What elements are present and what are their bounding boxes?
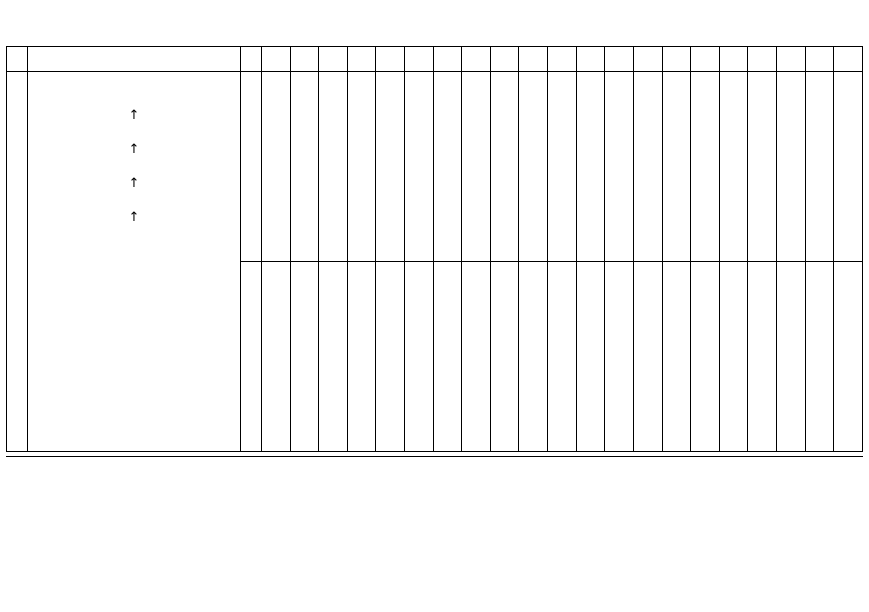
via-stop — [28, 158, 240, 176]
departure-cell — [576, 72, 605, 262]
hour-header — [834, 47, 863, 72]
hour-header — [490, 47, 519, 72]
departure-cell — [719, 72, 748, 262]
departure-cell — [805, 72, 834, 262]
departure-cell — [776, 72, 805, 262]
hour-header — [262, 47, 291, 72]
route-arrow-icon: ↑ — [128, 176, 140, 191]
hour-header — [719, 47, 748, 72]
departure-cell — [462, 262, 491, 452]
departure-cell — [776, 262, 805, 452]
departure-cell — [405, 72, 434, 262]
route-arrow-icon: ↑ — [128, 108, 140, 123]
departure-cell — [290, 72, 319, 262]
hour-header — [605, 47, 634, 72]
departure-cell — [576, 262, 605, 452]
departure-cell — [605, 72, 634, 262]
departure-cell — [490, 72, 519, 262]
destination-name — [28, 72, 240, 98]
hour-header — [776, 47, 805, 72]
hour-header — [405, 47, 434, 72]
departure-cell — [262, 72, 291, 262]
hour-header — [748, 47, 777, 72]
departure-cell — [519, 72, 548, 262]
hour-header — [662, 47, 691, 72]
departure-cell — [834, 262, 863, 452]
via-stop — [28, 226, 240, 244]
departure-cell — [405, 262, 434, 452]
hour-header — [548, 47, 577, 72]
departure-cell — [433, 262, 462, 452]
departure-cell — [748, 262, 777, 452]
day-type-header — [241, 47, 262, 72]
holiday-note — [6, 456, 863, 476]
timetable-grid — [6, 46, 863, 452]
departure-cell — [633, 72, 662, 262]
departure-cell — [462, 72, 491, 262]
departure-cell — [834, 72, 863, 262]
hour-header — [290, 47, 319, 72]
departure-cell — [319, 72, 348, 262]
departure-cell — [691, 262, 720, 452]
weekday-row — [7, 72, 863, 262]
departure-cell — [490, 262, 519, 452]
departure-cell — [719, 262, 748, 452]
hour-header — [691, 47, 720, 72]
via-stop — [28, 124, 240, 142]
departure-cell — [691, 72, 720, 262]
departure-cell — [376, 262, 405, 452]
hour-header — [633, 47, 662, 72]
departure-cell — [662, 262, 691, 452]
hour-header — [433, 47, 462, 72]
departure-cell — [605, 262, 634, 452]
route-arrow-icon: ↑ — [128, 210, 140, 225]
departure-cell — [633, 262, 662, 452]
hour-header — [347, 47, 376, 72]
timetable-header — [6, 4, 863, 46]
departure-cell — [347, 72, 376, 262]
departure-cell — [805, 262, 834, 452]
hour-header — [576, 47, 605, 72]
hour-header — [519, 47, 548, 72]
route-number — [7, 72, 28, 452]
departure-cell — [662, 72, 691, 262]
departure-cell — [376, 72, 405, 262]
departure-cell — [262, 262, 291, 452]
departure-cell — [347, 262, 376, 452]
departure-cell — [433, 72, 462, 262]
route-number-header — [7, 47, 28, 72]
destination-header — [28, 47, 241, 72]
hour-header — [805, 47, 834, 72]
hour-header-row — [7, 47, 863, 72]
departure-cell — [548, 262, 577, 452]
departure-cell — [290, 262, 319, 452]
via-stop — [28, 192, 240, 210]
route-arrow-icon: ↑ — [128, 142, 140, 157]
hour-header — [376, 47, 405, 72]
day-type-label — [241, 72, 262, 262]
departure-cell — [319, 262, 348, 452]
departure-cell — [548, 72, 577, 262]
departure-cell — [519, 262, 548, 452]
destination-cell — [28, 72, 241, 452]
departure-cell — [748, 72, 777, 262]
hour-header — [319, 47, 348, 72]
hour-header — [462, 47, 491, 72]
day-type-label — [241, 262, 262, 452]
